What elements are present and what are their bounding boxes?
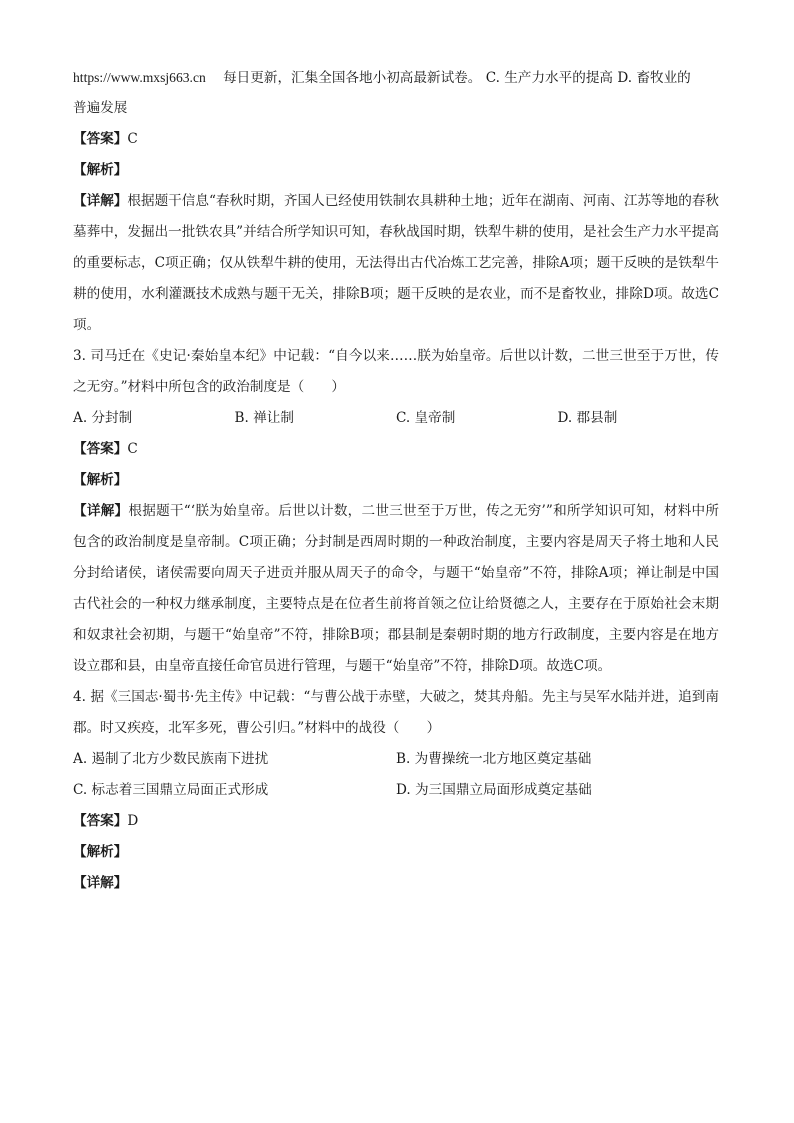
answer-tag: 【答案】 [73, 441, 128, 457]
q2-detail [73, 186, 719, 341]
site-url[interactable]: https://www.mxsj663.cn [73, 70, 206, 85]
answer-value: D [127, 813, 139, 829]
q3-option-c: C. 皇帝制 [396, 410, 456, 426]
q4-options-row-1 [73, 744, 719, 775]
q3-option-b: B. 禅让制 [234, 410, 294, 426]
site-banner: 每日更新，汇集全国各地小初高最新试卷。 [223, 70, 482, 86]
q4-answer [73, 806, 719, 837]
q4-option-a: A. 遏制了北方少数民族南下进扰 [73, 751, 269, 767]
q2-answer [73, 124, 719, 155]
detail-tag: 【详解】 [73, 875, 128, 891]
q3-options [73, 403, 719, 434]
analysis-tag: 【解析】 [73, 162, 128, 178]
q4-option-c: C. 标志着三国鼎立局面正式形成 [73, 782, 269, 798]
detail-tag: 【详解】 [73, 503, 129, 519]
q2-options-continued: C. 生产力水平的提高 D. 畜牧业的 [485, 70, 691, 86]
analysis-tag: 【解析】 [73, 844, 128, 860]
header-line [73, 62, 719, 93]
q3-analysis-heading [73, 465, 719, 496]
q4-analysis-heading [73, 837, 719, 868]
answer-tag: 【答案】 [73, 813, 128, 829]
detail-text: 根据题干信息“春秋时期，齐国人已经使用铁制农具耕种土地；近年在湖南、河南、江苏等地的春秋墓葬中，发掘出一批铁农具”并结合所学知识可知，春秋战国时期，铁犁牛耕的使用，是社会生产力水平提高的重要标志，C项正确；仅从铁犁牛耕的使用，无法得出古代冶炼工艺完善，排除A项；题干反映的是铁犁牛耕的使用，水利灌溉技术成熟与题干无关，排除B项；题干反映的是农业，而不是畜牧业，排除D项。故选C项。 [73, 193, 719, 333]
q3-option-d: D. 郡县制 [557, 410, 618, 426]
answer-value: C [127, 441, 138, 457]
q3-stem: 3. 司马迁在《史记·秦始皇本纪》中记载：“自今以来……朕为始皇帝。后世以计数，二世三世至于万世，传之无穷。”材料中所包含的政治制度是（ ） [73, 348, 719, 395]
q3-detail [73, 496, 719, 682]
q4-stem: 4. 据《三国志·蜀书·先主传》中记载：“与曹公战于赤壁，大破之，焚其舟船。先主与吴军水陆并进，追到南郡。时又疾疫，北军多死，曹公引归。”材料中的战役（ ） [73, 689, 719, 736]
detail-text: 根据题干“‘朕为始皇帝。后世以计数，二世三世至于万世，传之无穷’”和所学知识可知，材料中所包含的政治制度是皇帝制。C项正确；分封制是西周时期的一种政治制度，主要内容是周天子将土地和人民分封给诸侯，诸侯需要向周天子进贡并服从周天子的命令，与题干“始皇帝”不符，排除A项；禅让制是中国古代社会的一种权力继承制度，主要特点是在位者生前将首领之位让给贤德之人，主要存在于原始社会末期和奴隶社会初期，与题干“始皇帝”不符，排除B项；郡县制是秦朝时期的地方行政制度，主要内容是在地方设立郡和县，由皇帝直接任命官员进行管理，与题干“始皇帝”不符，排除D项。故选C项。 [73, 503, 720, 674]
q4-options-row-2 [73, 775, 719, 806]
q4-option-b: B. 为曹操统一北方地区奠定基础 [396, 751, 592, 767]
answer-tag: 【答案】 [73, 131, 128, 147]
q4-option-d: D. 为三国鼎立局面形成奠定基础 [396, 782, 592, 798]
q4-detail-heading [73, 868, 719, 899]
document-page [73, 62, 719, 899]
q2-analysis-heading [73, 155, 719, 186]
detail-tag: 【详解】 [73, 193, 128, 209]
q3-option-a: A. 分封制 [73, 410, 133, 426]
q2-options-tail: 普遍发展 [73, 100, 128, 116]
analysis-tag: 【解析】 [73, 472, 128, 488]
answer-value: C [127, 131, 138, 147]
q3-answer [73, 434, 719, 465]
